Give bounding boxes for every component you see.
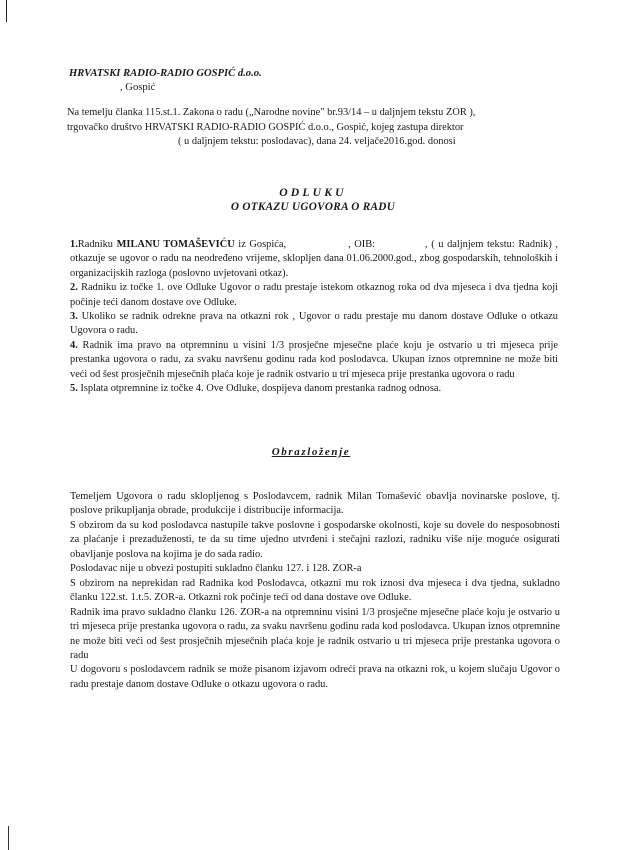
item-text: , OIB: <box>348 239 376 250</box>
reasoning-paragraph: Poslodavac nije u obvezi postupiti sukladno članku 127. i 128. ZOR-a <box>70 563 362 575</box>
reasoning-paragraph: S obzirom da su kod poslodavca nastupile takve poslovne i gospodarske okolnosti, koje su dovele do nesposobnosti za plaćanje i prezaduženosti, te da su time ujedno utvrđeni i stečajni razlozi, radniku više nije moguće osigurati obavljanje poslova na kojima je do sada radio. <box>70 519 560 560</box>
decision-item-3 <box>70 310 558 339</box>
decision-items <box>70 238 558 396</box>
reasoning-paragraph: Temeljem Ugovora o radu sklopljenog s Poslodavcem, radnik Milan Tomašević obavlja novinarske poslove, tj. poslove prikupljanja obrade, produkcije i distribucije informacija. <box>70 491 560 517</box>
item-text: Radniku iz točke 1. ove Odluke Ugovor o radu prestaje istekom otkaznog roka od dva mjeseca i dva tjedna koji počinje teći danom dostave ove Odluke. <box>70 282 558 308</box>
item-number: 3. <box>70 311 78 323</box>
document-subtitle: O OTKAZU UGOVORA O RADU <box>230 201 396 213</box>
item-text: iz Gospića, <box>234 239 287 250</box>
item-text: tekstu: Radnik) , otkazuje se ugovor o radu na neodređeno vrijeme, sklopljen dana 01.06.2000.god., zbog gospodarskih, tehnoloških i organizacijskih razloga (poslovno uvjetovani otkaz). <box>70 239 558 279</box>
decision-item-4 <box>70 339 558 382</box>
intro-paragraph <box>67 106 537 150</box>
item-number: 2. <box>70 282 78 294</box>
reasoning-heading-text: Obrazloženje <box>271 446 351 458</box>
item-text: , ( u daljnjem <box>425 239 484 250</box>
company-location: , Gospić <box>120 82 156 93</box>
item-number: 5. <box>70 383 78 395</box>
reasoning-heading <box>0 446 618 458</box>
item-text: Isplata otpremnine iz točke 4. Ove Odluke, dospijeva danom prestanka radnog odnosa. <box>77 383 442 395</box>
company-name: HRVATSKI RADIO-RADIO GOSPIĆ d.o.o. <box>69 68 262 79</box>
intro-line: ( u daljnjem tekstu: poslodavac), dana 24. veljače2016.god. donosi <box>178 136 456 148</box>
scan-edge-mark <box>8 826 9 850</box>
document-title: ODLUKU <box>279 186 347 199</box>
employee-name: MILANU TOMAŠEVIĆU <box>116 239 235 250</box>
decision-item-1 <box>70 238 558 281</box>
decision-item-2 <box>70 281 558 310</box>
reasoning-paragraph: S obzirom na neprekidan rad Radnika kod Poslodavca, otkazni mu rok iznosi dva mjeseca i dva tjedna, sukladno članku 122.st. 1.t.5. ZOR-a. Otkazni rok počinje teći od dana dostave ove Odluke. <box>70 577 560 604</box>
item-text: Radniku <box>77 239 117 250</box>
decision-item-5 <box>70 382 558 396</box>
item-number: 1. <box>70 239 78 250</box>
scan-edge-mark <box>6 0 7 22</box>
reasoning-paragraph: U dogovoru s poslodavcem radnik se može pisanom izjavom odreći prava na otkazni rok, u kojem slučaju Ugovor o radu prestaje danom dostave Odluke o otkazu ugovora o radu. <box>70 664 560 690</box>
item-text: Radnik ima pravo na otpremninu u visini 1/3 prosječne mjesečne plaće koju je ostvario u tri mjeseca prije prestanka ugovora o radu, za svaku navršenu godinu rada kod poslodavca. Ukupan iznos otpremnine ne može biti veći od šest prosječnih mjesečnih plaća koje je radnik ostvario u tri mjeseca prije prestanka ugovora o radu <box>70 339 558 380</box>
reasoning-body <box>70 490 560 692</box>
item-number: 4. <box>70 339 78 351</box>
item-text: Ukoliko se radnik odrekne prava na otkazni rok , Ugovor o radu prestaje mu danom dostave Odluke o otkazu Ugovora o radu. <box>70 311 558 337</box>
intro-line: trgovačko društvo HRVATSKI RADIO-RADIO GOSPIĆ d.o.o., Gospić, kojeg zastupa direktor <box>67 121 464 133</box>
reasoning-paragraph: Radnik ima pravo sukladno članku 126. ZOR-a na otpremninu visini 1/3 prosječne mjesečne plaće koju je ostvario u tri mjeseca prije prestanka ugovora o radu, za svaku navršenu godinu rada kod poslodavca. Ukupan iznos otpremnine ne može biti veći od šest prosječnih mjesečnih plaća koje je radnik ostvario u tri mjeseca prije prestanka ugovora o radu <box>70 606 560 661</box>
intro-line: Na temelju članka 115.st.1. Zakona o radu („Narodne novine" br.93/14 – u daljnjem tekstu ZOR ), <box>67 107 476 118</box>
